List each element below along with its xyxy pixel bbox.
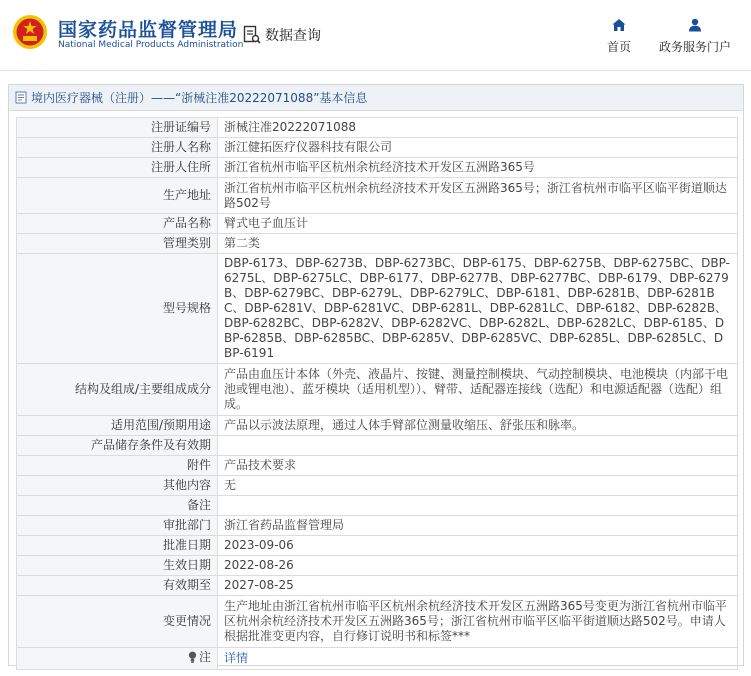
row-key: 有效期至 <box>17 576 218 596</box>
nav-home[interactable] <box>579 18 659 55</box>
data-query-link[interactable] <box>243 24 321 46</box>
header-divider <box>0 70 751 71</box>
row-key: 注册证编号 <box>17 118 218 138</box>
table-row <box>17 364 738 416</box>
row-value <box>218 496 738 516</box>
row-key: 产品名称 <box>17 214 218 234</box>
lightbulb-icon <box>188 651 197 663</box>
site-title[interactable]: 国家药品监督管理局 <box>58 19 239 41</box>
row-value: 臂式电子血压计 <box>218 214 738 234</box>
row-key: 审批部门 <box>17 516 218 536</box>
nav-portal-label: 政务服务门户 <box>658 40 731 54</box>
table-row <box>17 456 738 476</box>
detail-panel <box>8 84 744 666</box>
row-key: 批准日期 <box>17 536 218 556</box>
row-value: 浙械注准20222071088 <box>218 118 738 138</box>
row-value <box>218 436 738 456</box>
home-icon <box>612 18 626 32</box>
row-key: 适用范围/预期用途 <box>17 416 218 436</box>
panel-title: 境内医疗器械（注册）——“浙械注准20222071088”基本信息 <box>31 91 368 105</box>
table-row <box>17 138 738 158</box>
note-key <box>17 648 218 670</box>
row-value: 2027-08-25 <box>218 576 738 596</box>
row-value: 2022-08-26 <box>218 556 738 576</box>
table-row <box>17 556 738 576</box>
details-link[interactable]: 详情 <box>218 648 738 670</box>
row-key: 管理类别 <box>17 234 218 254</box>
row-value: 浙江健拓医疗仪器科技有限公司 <box>218 138 738 158</box>
row-key: 型号规格 <box>17 254 218 364</box>
row-value: 产品技术要求 <box>218 456 738 476</box>
national-emblem-icon <box>12 14 48 50</box>
row-key: 注册人住所 <box>17 158 218 178</box>
table-row <box>17 496 738 516</box>
table-row <box>17 118 738 138</box>
row-key: 备注 <box>17 496 218 516</box>
table-row <box>17 516 738 536</box>
data-query-label: 数据查询 <box>265 28 321 44</box>
row-key: 产品储存条件及有效期 <box>17 436 218 456</box>
table-row <box>17 234 738 254</box>
site-subtitle: National Medical Products Administration <box>58 40 244 50</box>
table-row <box>17 416 738 436</box>
note-key-wrap <box>188 650 211 665</box>
row-key: 附件 <box>17 456 218 476</box>
row-key: 注册人名称 <box>17 138 218 158</box>
nav-home-label: 首页 <box>606 40 631 54</box>
panel-header <box>9 85 743 111</box>
row-value: 浙江省杭州市临平区杭州余杭经济技术开发区五洲路365号；浙江省杭州市临平区临平街道顺达路502号 <box>218 178 738 214</box>
row-key: 生产地址 <box>17 178 218 214</box>
row-key: 变更情况 <box>17 596 218 648</box>
table-row <box>17 476 738 496</box>
row-value: 2023-09-06 <box>218 536 738 556</box>
document-search-icon <box>243 25 261 45</box>
table-row <box>17 178 738 214</box>
table-row <box>17 576 738 596</box>
row-key: 其他内容 <box>17 476 218 496</box>
note-row <box>17 648 738 670</box>
registration-detail-table <box>16 117 738 670</box>
table-row <box>17 536 738 556</box>
row-value: 浙江省药品监督管理局 <box>218 516 738 536</box>
document-icon <box>15 91 27 104</box>
note-key-label: 注 <box>198 649 211 664</box>
nav-service-portal[interactable] <box>655 18 735 55</box>
user-icon <box>688 18 702 32</box>
row-value: DBP-6173、DBP-6273B、DBP-6273BC、DBP-6175、DBP-6275B、DBP-6275BC、DBP-6275L、DBP-6275LC、DBP-6177、DBP-6277B、DBP-6277BC、DBP-6179、DBP-6279B、DBP-6279BC、DBP-6279L、DBP-6279LC、DBP-6181、DBP-6281B、DBP-6281BC、DBP-6281V、DBP-6281VC、DBP-6281L、DBP-6281LC、DBP-6182、DBP-6282B、DBP-6282BC、DBP-6282V、DBP-6282VC、DBP-6282L、DBP-6282LC、DBP-6185、DBP-6285B、DBP-6285BC、DBP-6285V、DBP-6285VC、DBP-6285L、DBP-6285LC、DBP-6191 <box>218 254 738 364</box>
row-value: 浙江省杭州市临平区杭州余杭经济技术开发区五洲路365号 <box>218 158 738 178</box>
table-row <box>17 436 738 456</box>
row-value: 无 <box>218 476 738 496</box>
row-value: 产品以示波法原理，通过人体手臂部位测量收缩压、舒张压和脉率。 <box>218 416 738 436</box>
table-row <box>17 596 738 648</box>
table-row <box>17 158 738 178</box>
row-key: 结构及组成/主要组成成分 <box>17 364 218 416</box>
row-key: 生效日期 <box>17 556 218 576</box>
table-row <box>17 214 738 234</box>
row-value: 生产地址由浙江省杭州市临平区杭州余杭经济技术开发区五洲路365号变更为浙江省杭州市临平区杭州余杭经济技术开发区五洲路365号；浙江省杭州市临平区临平街道顺达路502号。申请人根据批准变更内容，自行修订说明书和标签*** <box>218 596 738 648</box>
site-header <box>0 0 751 70</box>
row-value: 产品由血压计本体（外壳、液晶片、按键、测量控制模块、气动控制模块、电池模块（内部干电池或锂电池）、蓝牙模块（适用机型））、臂带、适配器连接线（选配）和电源适配器（选配）组成。 <box>218 364 738 416</box>
table-row <box>17 254 738 364</box>
row-value: 第二类 <box>218 234 738 254</box>
